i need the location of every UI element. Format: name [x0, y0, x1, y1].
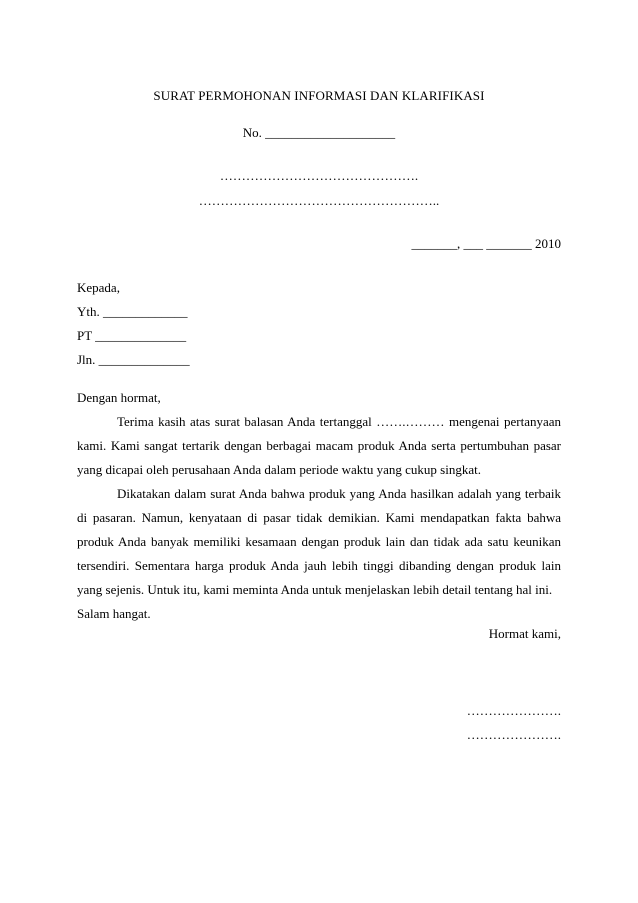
greeting: Dengan hormat, — [77, 390, 161, 405]
letter-body — [77, 386, 561, 626]
recipient-address: Jln. ______________ — [77, 352, 190, 367]
signature-line-2: …………………. — [466, 727, 561, 742]
date-line: _______, ___ _______ 2010 — [411, 236, 561, 251]
paragraph-1: Terima kasih atas surat balasan Anda tertanggal …….……… mengenai pertanyaan kami. Kami sangat tertarik dengan berbagai macam produk Anda serta pertumbuhan pasar yang dicapai oleh perusahaan Anda dalam periode waktu yang cukup singkat. — [77, 414, 561, 477]
placeholder-line-2: ……………………………………………….. — [198, 193, 440, 208]
recipient-yth: Yth. _____________ — [77, 304, 188, 319]
closing: Hormat kami, — [488, 626, 561, 641]
recipient-pt: PT ______________ — [77, 328, 187, 343]
paragraph-2: Dikatakan dalam surat Anda bahwa produk yang Anda hasilkan adalah yang terbaik di pasaran. Namun, kenyataan di pasar tidak demikian. Kami mendapatkan fakta bahwa produk Anda banyak memiliki kesamaan dengan produk lain dan tidak ada satu keunikan tersendiri. Sementara harga produk Anda jauh lebih tinggi dibanding dengan produk lain yang sejenis. Untuk itu, kami meminta Anda untuk menjelaskan lebih detail tentang hal ini. — [77, 486, 561, 597]
placeholder-line-1: ………………………………………. — [219, 168, 419, 183]
recipient-to: Kepada, — [77, 280, 120, 295]
letter-number: No. ____________________ — [242, 125, 396, 140]
letter-title: SURAT PERMOHONAN INFORMASI DAN KLARIFIKASI — [153, 88, 485, 103]
salam: Salam hangat. — [77, 606, 151, 621]
signature-line-1: …………………. — [466, 703, 561, 718]
